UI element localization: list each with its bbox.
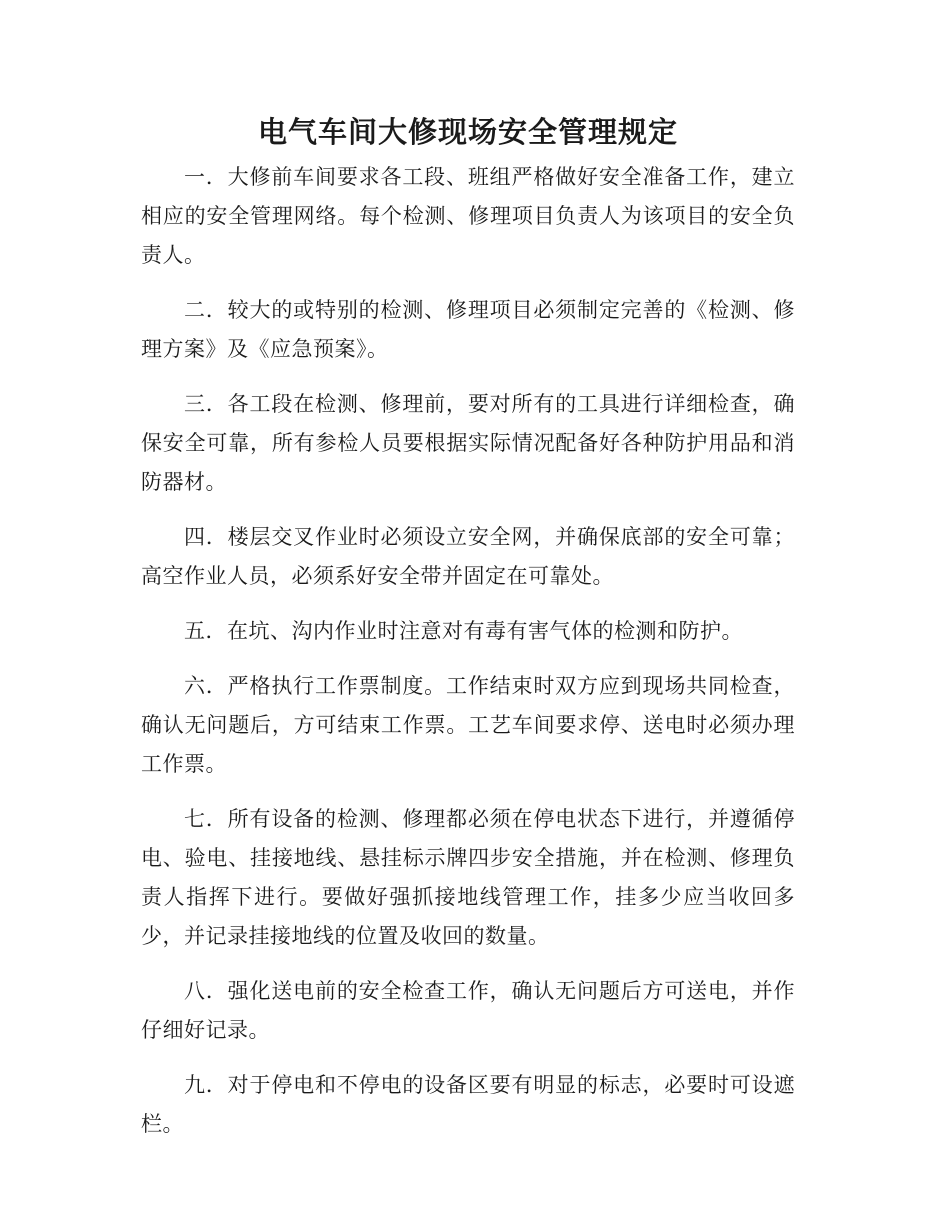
paragraph-6: 六．严格执行工作票制度。工作结束时双方应到现场共同检查，确认无问题后，方可结束工作票。工艺车间要求停、送电时必须办理工作票。 (141, 674, 795, 776)
paragraph-8: 八．强化送电前的安全检查工作，确认无问题后方可送电，并作仔细好记录。 (141, 979, 795, 1042)
page-title: 电气车间大修现场安全管理规定 (257, 115, 678, 149)
paragraph-7: 七．所有设备的检测、修理都必须在停电状态下进行，并遵循停电、验电、挂接地线、悬挂标示牌四步安全措施，并在检测、修理负责人指挥下进行。要做好强抓接地线管理工作，挂多少应当收回多少，并记录挂接地线的位置及收回的数量。 (141, 807, 795, 948)
paragraph-2: 二．较大的或特别的检测、修理项目必须制定完善的《检测、修理方案》及《应急预案》。 (141, 298, 795, 361)
paragraph-3: 三．各工段在检测、修理前，要对所有的工具进行详细检查，确保安全可靠，所有参检人员要根据实际情况配备好各种防护用品和消防器材。 (141, 392, 795, 494)
paragraph-5: 五．在坑、沟内作业时注意对有毒有害气体的检测和防护。 (184, 619, 743, 643)
paragraph-4: 四．楼层交叉作业时必须设立安全网，并确保底部的安全可靠；高空作业人员，必须系好安全带并固定在可靠处。 (141, 525, 795, 588)
paragraph-1: 一．大修前车间要求各工段、班组严格做好安全准备工作，建立相应的安全管理网络。每个检测、修理项目负责人为该项目的安全负责人。 (141, 165, 795, 267)
paragraph-9: 九．对于停电和不停电的设备区要有明显的标志，必要时可设遮栏。 (141, 1073, 795, 1136)
